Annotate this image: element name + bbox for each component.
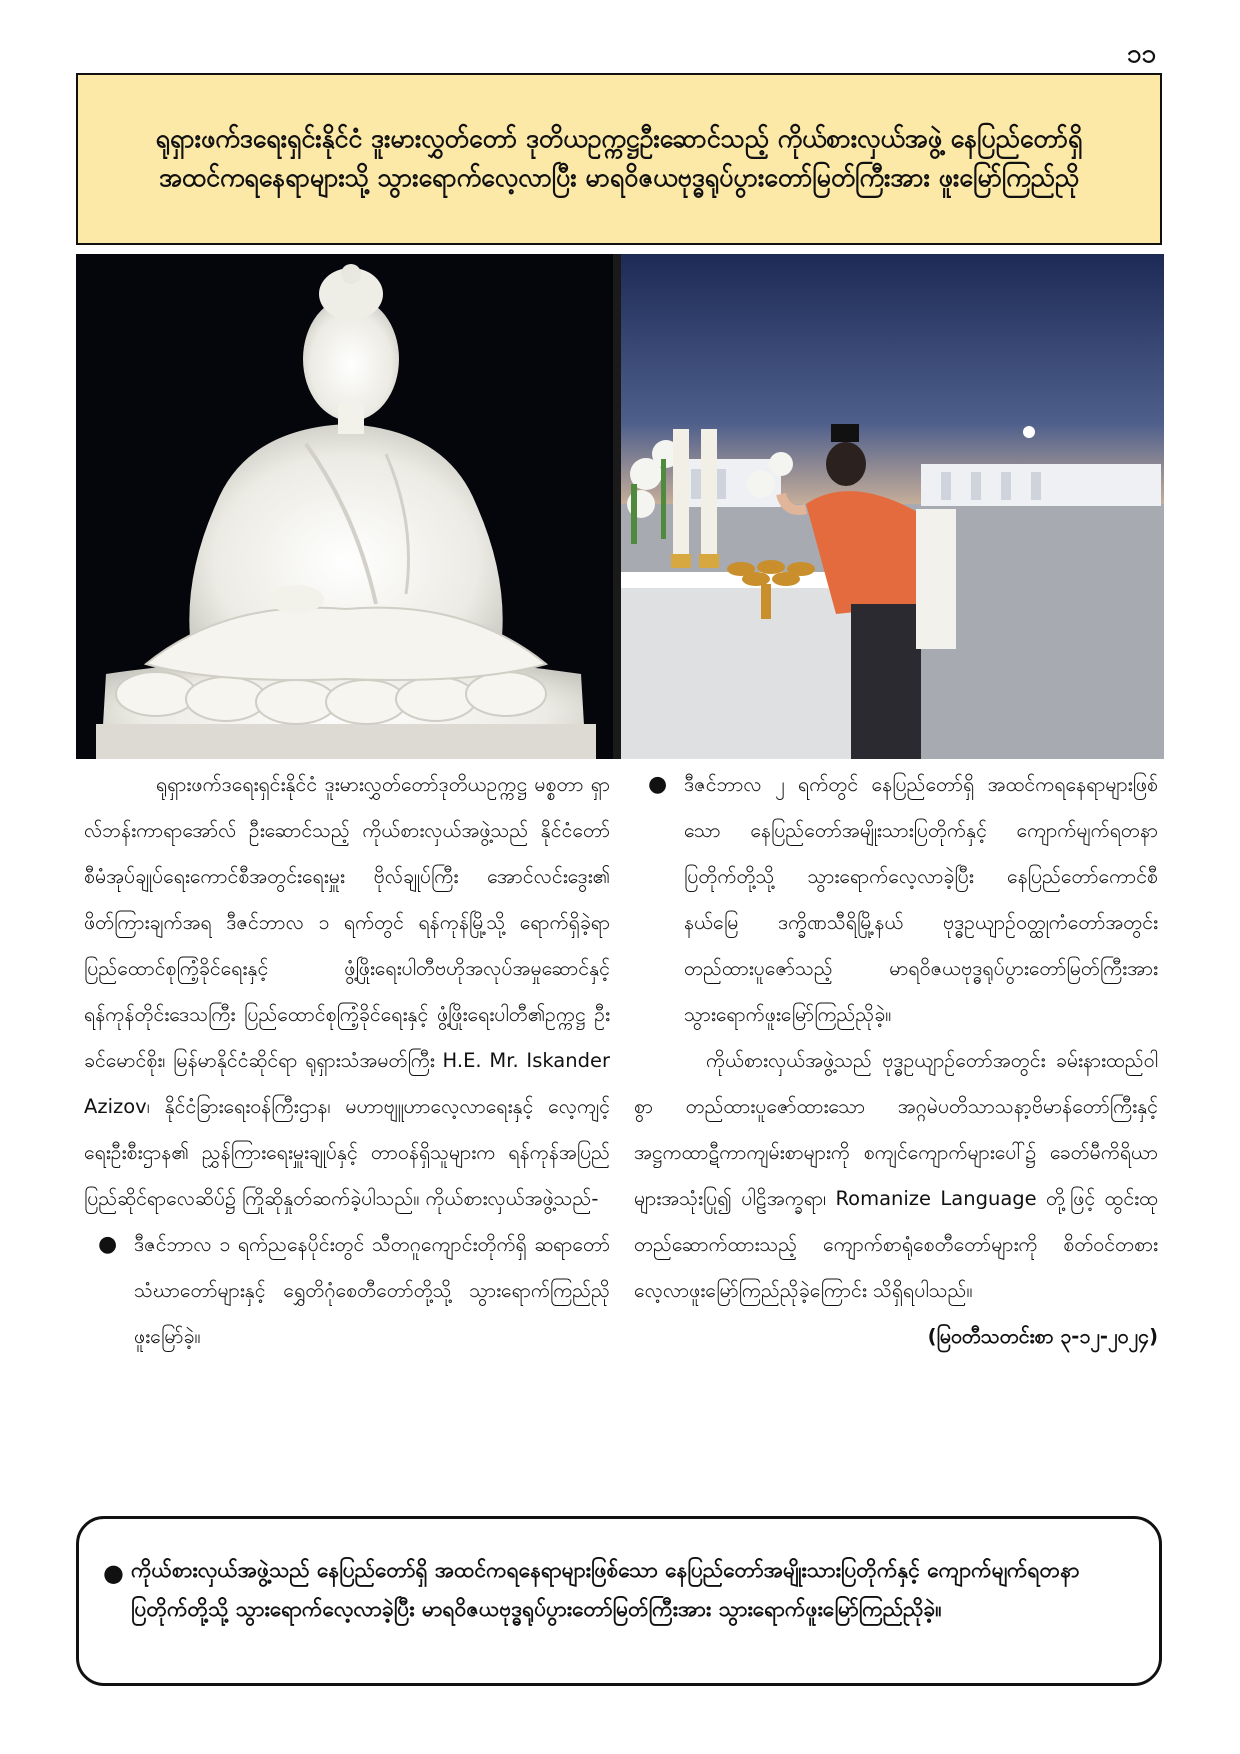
bullet-dot-icon: ● — [98, 1232, 118, 1257]
left-column — [84, 762, 610, 1360]
buddha-statue-photo — [76, 254, 613, 759]
summary-box — [76, 1516, 1162, 1686]
headline-text: ရုရှားဖက်ဒရေးရှင်းနိုင်ငံ ဒူးမားလွှတ်တော် ဒုတိယဥက္ကဋ္ဌဦးဆောင်သည့် ကိုယ်စားလှယ်အဖွဲ့ နေပြည်တော်ရှိ အထင်ကရနေရာများသို့ သွားရောက်လေ့လာပြီး မာရဝိဇယဗုဒ္ဓရုပ်ပွားတော်မြတ်ကြီးအား ဖူးမြော်ကြည်ညို — [155, 124, 1083, 192]
source-citation: (မြဝတီသတင်းစာ ၃-၁၂-၂၀၂၄) — [927, 1325, 1158, 1348]
summary-bullet-icon: ● — [103, 1559, 124, 1587]
photo-strip — [76, 254, 1164, 759]
bullet-text: ဒီဇင်ဘာလ ၁ ရက်ညနေပိုင်းတွင် သီတဂူကျောင်းတိုက်ရှိ ဆရာတော်သံဃာတော်များနှင့် ရွှေတိဂုံစေတီတော်တို့သို့ သွားရောက်ကြည်ညိုဖူးမြော်ခဲ့။ — [134, 1233, 610, 1348]
bullet-text: ဒီဇင်ဘာလ ၂ ရက်တွင် နေပြည်တော်ရှိ အထင်ကရနေရာများဖြစ်သော နေပြည်တော်အမျိုးသားပြတိုက်နှင့် ကျောက်မျက်ရတနာပြတိုက်တို့သို့ သွားရောက်လေ့လာခဲ့ပြီး နေပြည်တော်ကောင်စီနယ်မြေ ဒက္ခိဏသီရိမြို့နယ် ဗုဒ္ဓဥယျာဉ်ဝတ္ထုကံတော်အတွင်း တည်ထားပူဇော်သည့် မာရဝိဇယဗုဒ္ဓရုပ်ပွားတော်မြတ်ကြီးအား သွားရောက်ဖူးမြော်ကြည်ညိုခဲ့။ — [684, 773, 1158, 1026]
delegation-offering-photo — [621, 254, 1164, 759]
body-paragraph: ကိုယ်စားလှယ်အဖွဲ့သည် ဗုဒ္ဓဥယျာဉ်တော်အတွင်း ခမ်းနားထည်ဝါစွာ တည်ထားပူဇော်ထားသော အဂ္ဂမဲပတိသာသနာ့ဗိမာန်တော်ကြီးနှင့် အဋ္ဌကထာဋီကာကျမ်းစာများကို စကျင်ကျောက်များပေါ်၌ ခေတ်မီကိရိယာများအသုံးပြု၍ ပါဠိအက္ခရာ၊ Romanize Language တို့ဖြင့် ထွင်းထုတည်ဆောက်ထားသည့် ကျောက်စာရုံစေတီတော်များကို စိတ်ဝင်တစား လေ့လာဖူးမြော်ကြည်ညိုခဲ့ကြောင်း သိရှိရပါသည်။ — [634, 1049, 1158, 1302]
bullet-dot-icon: ● — [648, 772, 668, 797]
intro-paragraph: ရုရှားဖက်ဒရေးရှင်းနိုင်ငံ ဒူးမားလွှတ်တော်ဒုတိယဥက္ကဋ္ဌ မစ္စတာ ရှာလ်ဘန်းကာရာအော်လ် ဦးဆောင်သည့် ကိုယ်စားလှယ်အဖွဲ့သည် နိုင်ငံတော်စီမံအုပ်ချုပ်ရေးကောင်စီအတွင်းရေးမှူး ဗိုလ်ချုပ်ကြီး အောင်လင်းဒွေး၏ ဖိတ်ကြားချက်အရ ဒီဇင်ဘာလ ၁ ရက်တွင် ရန်ကုန်မြို့သို့ ရောက်ရှိခဲ့ရာ ပြည်ထောင်စုကြံ့ခိုင်ရေးနှင့် ဖွံ့ဖြိုးရေးပါတီဗဟိုအလုပ်အမှုဆောင်နှင့် ရန်ကုန်တိုင်းဒေသကြီး ပြည်ထောင်စုကြံ့ခိုင်ရေးနှင့် ဖွံ့ဖြိုးရေးပါတီ၏ဥက္ကဋ္ဌ ဦးခင်မောင်စိုး၊ မြန်မာနိုင်ငံဆိုင်ရာ ရုရှားသံအမတ်ကြီး H.E. Mr. Iskander Azizov၊ နိုင်ငံခြားရေးဝန်ကြီးဌာန၊ မဟာဗျူဟာလေ့လာရေးနှင့် လေ့ကျင့်ရေးဦးစီးဌာန၏ ညွှန်ကြားရေးမှူးချုပ်နှင့် တာဝန်ရှိသူများက ရန်ကုန်အပြည်ပြည်ဆိုင်ရာလေဆိပ်၌ ကြိုဆိုနှုတ်ဆက်ခဲ့ပါသည်။ ကိုယ်စားလှယ်အဖွဲ့သည်- — [84, 773, 610, 1210]
bullet-item — [634, 762, 1158, 1038]
right-column — [634, 762, 1158, 1360]
page-number: ၁၁ — [1126, 39, 1156, 69]
bullet-item — [84, 1222, 610, 1360]
headline-box — [76, 73, 1162, 245]
summary-text: ကိုယ်စားလှယ်အဖွဲ့သည် နေပြည်တော်ရှိ အထင်ကရနေရာများဖြစ်သော နေပြည်တော်အမျိုးသားပြတိုက်နှင့် ကျောက်မျက်ရတနာပြတိုက်တို့သို့ သွားရောက်လေ့လာခဲ့ပြီး မာရဝိဇယဗုဒ္ဓရုပ်ပွားတော်မြတ်ကြီးအား သွားရောက်ဖူးမြော်ကြည်ညိုခဲ့။ — [131, 1558, 1080, 1621]
